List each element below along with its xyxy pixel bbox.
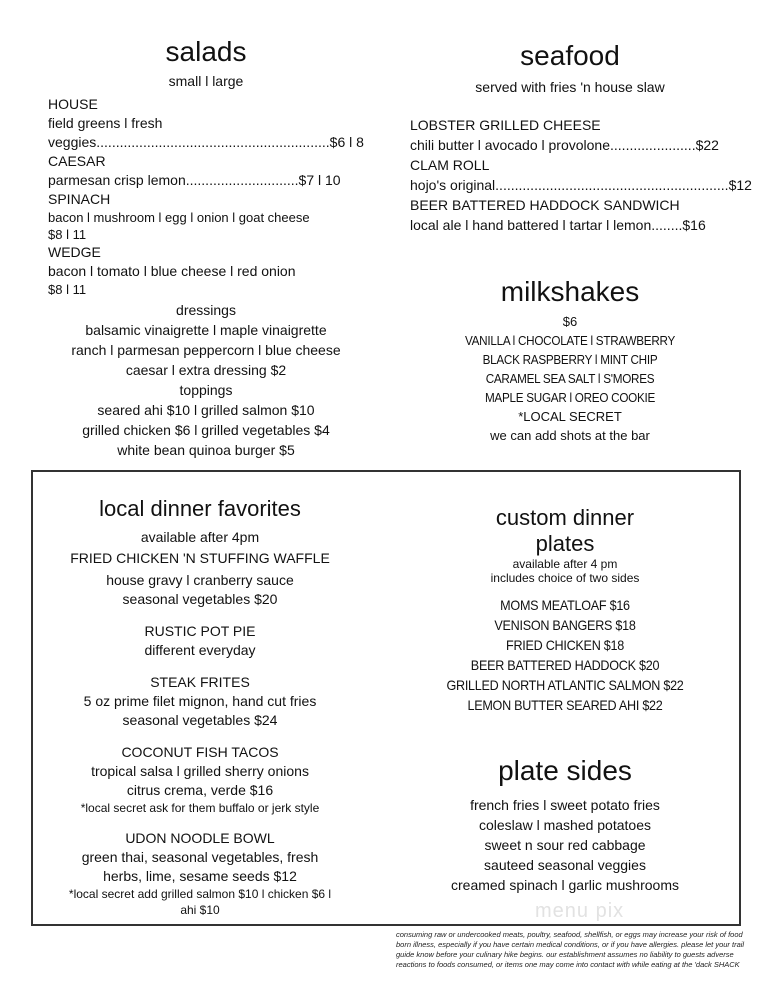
salads-title: salads — [165, 36, 247, 67]
dinner-item-line: different everyday — [144, 642, 256, 658]
salad-name: WEDGE — [48, 244, 101, 260]
plate-item: FRIED CHICKEN $18 — [506, 637, 624, 653]
local-dinner-section — [40, 496, 360, 918]
plate-item: BEER BATTERED HADDOCK $20 — [470, 657, 660, 673]
side-item: french fries l sweet potato fries — [470, 797, 660, 813]
seafood-name: CLAM ROLL — [410, 157, 490, 173]
dinner-item-line: herbs, lime, sesame seeds $12 — [103, 868, 297, 884]
milkshake-flavor: CARAMEL SEA SALT l S'MORES — [485, 371, 655, 386]
plate-item: LEMON BUTTER SEARED AHI $22 — [467, 697, 663, 713]
seafood-desc-price: local ale l hand battered l tartar l lemon........$16 — [410, 217, 706, 233]
salad-desc-price: parmesan crisp lemon.............................$7 l 10 — [48, 172, 341, 188]
plate-item: VENISON BANGERS $18 — [494, 617, 636, 633]
salad-name: HOUSE — [48, 96, 98, 112]
seafood-section — [410, 40, 752, 235]
dinner-item-name: FRIED CHICKEN 'N STUFFING WAFFLE — [70, 550, 330, 566]
seafood-name: LOBSTER GRILLED CHEESE — [410, 117, 601, 133]
milkshake-flavor: BLACK RASPBERRY l MINT CHIP — [482, 352, 658, 367]
dressing-line: balsamic vinaigrette l maple vinaigrette — [85, 322, 327, 338]
side-item: sweet n sour red cabbage — [484, 837, 646, 853]
plate-sides-section — [410, 757, 720, 895]
dressing-line: ranch l parmesan peppercorn l blue cheese — [71, 342, 341, 358]
topping-line: white bean quinoa burger $5 — [117, 442, 295, 458]
seafood-desc-price: hojo's original............................................................$12 — [410, 177, 752, 193]
milkshake-flavor: *LOCAL SECRET — [518, 409, 622, 424]
dinner-item-line: tropical salsa l grilled sherry onions — [91, 763, 309, 779]
salad-desc: bacon l mushroom l egg l onion l goat cheese — [48, 210, 310, 225]
side-item: sauteed seasonal veggies — [484, 857, 646, 873]
salad-desc: field greens l fresh — [48, 115, 163, 131]
toppings-title: toppings — [179, 382, 233, 398]
dressing-line: caesar l extra dressing $2 — [125, 362, 287, 378]
dinner-item-name: UDON NOODLE BOWL — [125, 830, 275, 846]
salad-price: $8 l 11 — [48, 227, 87, 242]
milkshake-flavor: MAPLE SUGAR l OREO COOKIE — [484, 390, 656, 405]
salad-desc: bacon l tomato l blue cheese l red onion — [48, 263, 296, 279]
seafood-desc-price: chili butter l avocado l provolone......................$22 — [410, 137, 719, 153]
dressings-block — [64, 300, 348, 460]
dinner-item-line: seasonal vegetables $24 — [122, 712, 278, 728]
local-dinner-title: local dinner favorites — [99, 496, 301, 521]
plate-item: GRILLED NORTH ATLANTIC SALMON $22 — [446, 677, 684, 693]
dinner-item-note: *local secret add grilled salmon $10 l chicken $6 l — [68, 887, 332, 901]
custom-dinner-title: custom dinner — [495, 505, 635, 530]
dinner-item-name: COCONUT FISH TACOS — [121, 744, 279, 760]
dinner-item-note: ahi $10 — [180, 903, 220, 917]
milkshakes-title: milkshakes — [500, 276, 640, 307]
disclaimer: consuming raw or undercooked meats, poultry, seafood, shellfish, or eggs may increase your risk of food born illness, especially if you have certain medical conditions, or if you have allergies. please let your trail guide know before your culinary hike begins. our establishment assumes no liability to guests adverse reactions to foods consumed, or items one may come into contact with while eating at the 'dack SHACK — [396, 930, 745, 969]
milkshakes-note: we can add shots at the bar — [490, 428, 650, 443]
salad-desc-price: veggies............................................................$6 l 8 — [48, 134, 364, 150]
dinner-item-name: STEAK FRITES — [150, 674, 250, 690]
dinner-item-line: house gravy l cranberry sauce — [106, 572, 294, 588]
side-item: creamed spinach l garlic mushrooms — [451, 877, 679, 893]
topping-line: grilled chicken $6 l grilled vegetables $4 — [82, 422, 330, 438]
dressings-title: dressings — [176, 302, 236, 318]
salads-subtitle: small l large — [168, 73, 244, 89]
topping-line: seared ahi $10 l grilled salmon $10 — [97, 402, 315, 418]
custom-dinner-subtitle: available after 4 pm — [512, 557, 618, 571]
watermark: menu pix — [535, 900, 625, 922]
dinner-item-line: green thai, seasonal vegetables, fresh — [81, 849, 319, 865]
custom-dinner-title: plates — [535, 531, 595, 556]
milkshakes-price: $6 — [562, 314, 578, 329]
seafood-name: BEER BATTERED HADDOCK SANDWICH — [410, 197, 680, 213]
custom-dinner-subtitle: includes choice of two sides — [490, 571, 640, 585]
dinner-item-name: RUSTIC POT PIE — [144, 623, 256, 639]
milkshakes-section — [430, 278, 710, 445]
salads-section — [48, 36, 364, 460]
dinner-item-line: seasonal vegetables $20 — [122, 591, 278, 607]
salad-name: CAESAR — [48, 153, 106, 169]
dinner-item-note: *local secret ask for them buffalo or jerk style — [80, 801, 320, 815]
milkshake-flavor: VANILLA l CHOCOLATE l STRAWBERRY — [464, 333, 676, 348]
dinner-item-line: 5 oz prime filet mignon, hand cut fries — [83, 693, 317, 709]
custom-dinner-section — [410, 505, 720, 715]
plate-item: MOMS MEATLOAF $16 — [500, 597, 630, 613]
salad-name: SPINACH — [48, 191, 111, 207]
salad-price: $8 l 11 — [48, 282, 87, 297]
dinner-item-line: citrus crema, verde $16 — [126, 782, 274, 798]
local-dinner-subtitle: available after 4pm — [140, 529, 260, 545]
seafood-title: seafood — [520, 40, 620, 71]
seafood-subtitle: served with fries 'n house slaw — [475, 79, 665, 95]
plate-sides-title: plate sides — [498, 755, 632, 786]
side-item: coleslaw l mashed potatoes — [479, 817, 651, 833]
